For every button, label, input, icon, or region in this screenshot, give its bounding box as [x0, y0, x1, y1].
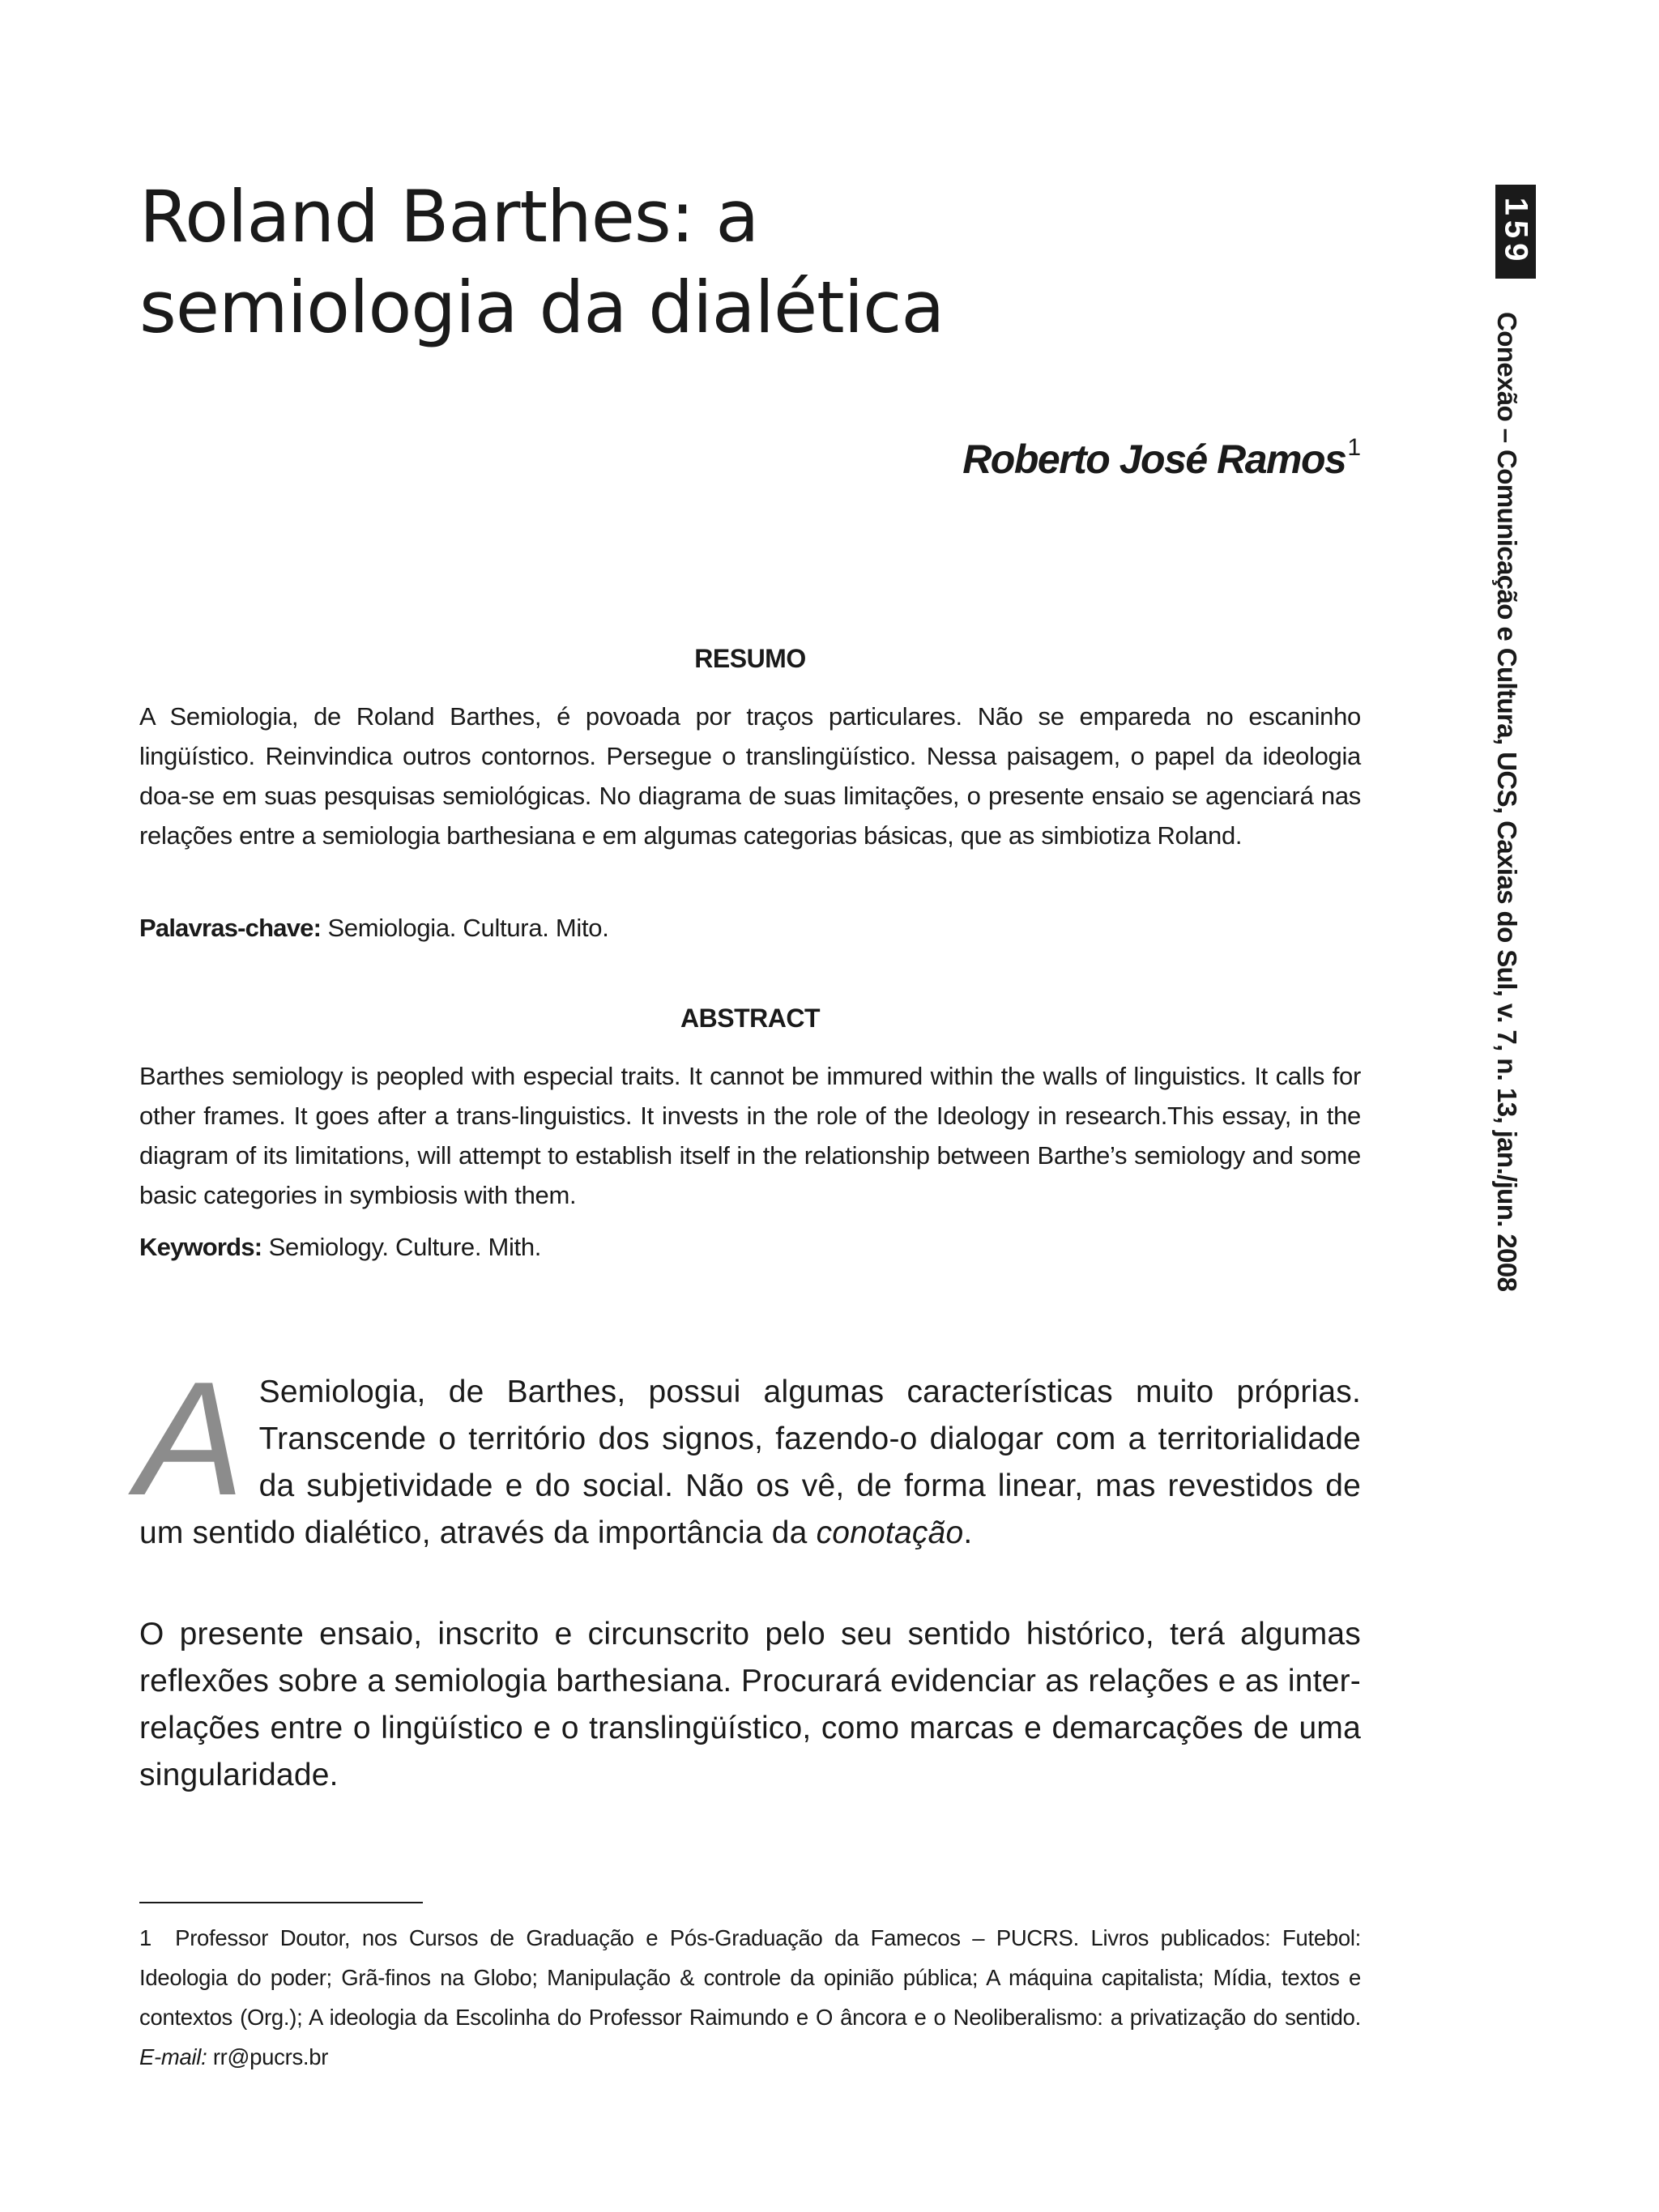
drop-cap: A [136, 1349, 245, 1529]
body-paragraph-1-text: Semiologia, de Barthes, possui algumas características muito próprias. Transcende o território dos signos, fazendo-o dialogar com a territorialidade da subjetividade e do social. Não os vê, de forma linear, mas revestidos de um sentido dialético, através da importância da [139, 1375, 1361, 1550]
body-paragraph-1-italic: conotação [816, 1515, 964, 1550]
abstract-keywords [139, 1233, 1361, 1262]
page-number: 159 [1498, 197, 1534, 266]
body-paragraph-2: O presente ensaio, inscrito e circunscrito pelo seu sentido histórico, terá algumas reflexões sobre a semiologia barthesiana. Procurará evidenciar as relações e as inter-relações entre o lingüístico e o translingüístico, como marcas e demarcações de uma singularidade. [139, 1617, 1361, 1792]
author-name-text: Roberto José Ramos [962, 437, 1346, 482]
resumo-text: A Semiologia, de Roland Barthes, é povoada por traços particulares. Não se empareda no escaninho lingüístico. Reinvindica outros contornos. Persegue o translingüístico. Nessa paisagem, o papel da ideologia doa-se em suas pesquisas semiológicas. No diagrama de suas limitações, o presente ensaio se agenciará nas relações entre a semiologia barthesiana e em algumas categorias básicas, que as simbiotiza Roland. [139, 702, 1361, 850]
footnote-text: Professor Doutor, nos Cursos de Graduação e Pós-Graduação da Famecos – PUCRS. Livros publicados: Futebol: Ideologia do poder; Grã-finos na Globo; Manipulação & controle da opinião pública; A máquina capitalista; Mídia, textos e contextos (Org.); A ideologia da Escolinha do Professor Raimundo e O âncora e o Neoliberalismo: a privatização do sentido. [139, 1925, 1361, 2030]
abstract-heading: ABSTRACT [680, 1004, 820, 1033]
author-name [962, 434, 1361, 483]
resumo-keywords [139, 914, 1361, 943]
journal-running-head: Conexão – Comunicação e Cultura, UCS, Caxias do Sul, v. 7, n. 13, jan./jun. 2008 [1492, 312, 1522, 1292]
resumo-heading: RESUMO [694, 644, 806, 673]
author-footnote-marker: 1 [1347, 434, 1361, 461]
resumo-keywords-value: Semiologia. Cultura. Mito. [327, 914, 609, 942]
footnote-email: rr@pucrs.br [212, 2044, 329, 2069]
article-title-line-2: semiologia da dialética [139, 266, 945, 349]
abstract-keywords-label: Keywords: [139, 1233, 262, 1261]
resumo-keywords-label: Palavras-chave: [139, 914, 322, 942]
article-title [139, 172, 1273, 353]
body-paragraph-1 [136, 1349, 1361, 1557]
footnote-number: 1 [139, 1925, 151, 1950]
article-title-line-1: Roland Barthes: a [139, 175, 759, 258]
footnote-email-label: E-mail: [139, 2044, 207, 2069]
abstract-keywords-value: Semiology. Culture. Mith. [268, 1233, 542, 1261]
abstract-text: Barthes semiology is peopled with especial traits. It cannot be immured within the walls of linguistics. It calls for other frames. It goes after a trans-linguistics. It invests in the role of the Ideology in research.This essay, in the diagram of its limitations, will attempt to establish itself in the relationship between Barthe’s semiology and some basic categories in symbiosis with them. [139, 1062, 1361, 1209]
footnote-divider [139, 1902, 423, 1903]
body-paragraph-1-end: . [963, 1515, 973, 1550]
footnote [139, 1918, 1361, 2077]
